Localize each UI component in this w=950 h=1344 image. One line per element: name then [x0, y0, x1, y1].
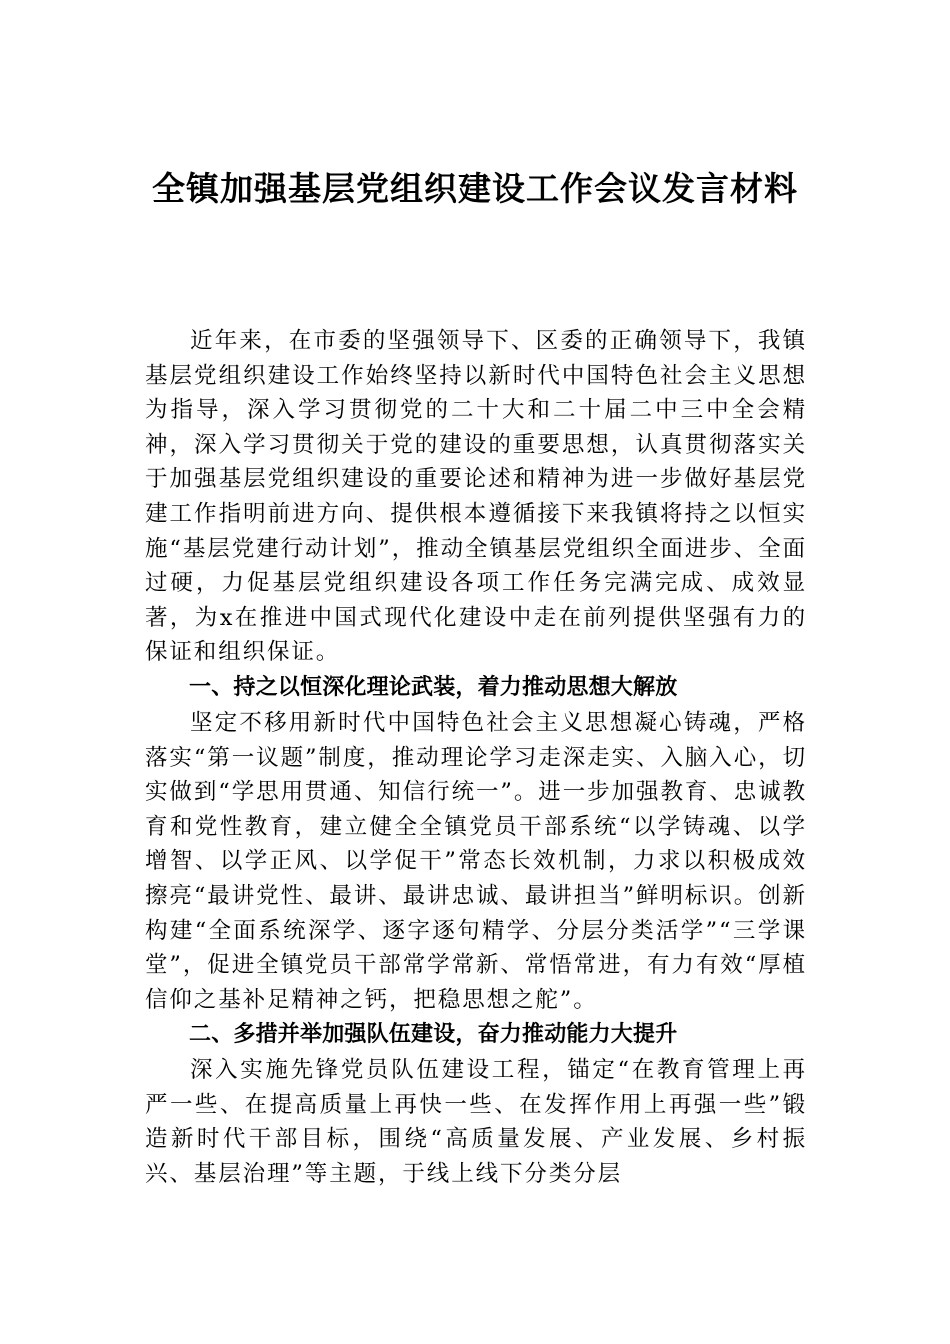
- intro-paragraph: 近年来，在市委的坚强领导下、区委的正确领导下，我镇基层党组织建设工作始终坚持以新时代中国特色社会主义思想为指导，深入学习贯彻党的二十大和二十届二中三中全会精神，深入学习贯彻关于党的建设的重要思想，认真贯彻落实关于加强基层党组织建设的重要论述和精神为进一步做好基层党建工作指明前进方向、提供根本遵循接下来我镇将持之以恒实施“基层党建行动计划”，推动全镇基层党组织全面进步、全面过硬，力促基层党组织建设各项工作任务完满完成、成效显著，为x在推进中国式现代化建设中走在前列提供坚强有力的保证和组织保证。: [145, 328, 807, 666]
- section-heading-2: 二、多措并举加强队伍建设，奋力推动能力大提升: [189, 1022, 678, 1048]
- section-1-paragraph: 坚定不移用新时代中国特色社会主义思想凝心铸魂，严格落实“第一议题”制度，推动理论学习走深走实、入脑入心，切实做到“学思用贯通、知信行统一”。进一步加强教育、忠诚教育和党性教育，建立健全全镇党员干部系统“以学铸魂、以学增智、以学正风、以学促干”常态长效机制，力求以积极成效擦亮“最讲党性、最讲、最讲忠诚、最讲担当”鲜明标识。创新构建“全面系统深学、逐字逐句精学、分层分类活学”“三学课堂”，促进全镇党员干部常学常新、常悟常进，有力有效“厚植信仰之基补足精神之钙，把稳思想之舵”。: [145, 709, 807, 1013]
- document-body: [145, 324, 807, 1192]
- section-heading-1: 一、持之以恒深化理论武装，着力推动思想大解放: [189, 674, 678, 700]
- section-2-paragraph: 深入实施先锋党员队伍建设工程，锚定“在教育管理上再严一些、在提高质量上再快一些、在发挥作用上再强一些”锻造新时代干部目标，围绕“高质量发展、产业发展、乡村振兴、基层治理”等主题，于线上线下分类分层: [145, 1057, 807, 1188]
- document-title: 全镇加强基层党组织建设工作会议发言材料: [152, 169, 798, 208]
